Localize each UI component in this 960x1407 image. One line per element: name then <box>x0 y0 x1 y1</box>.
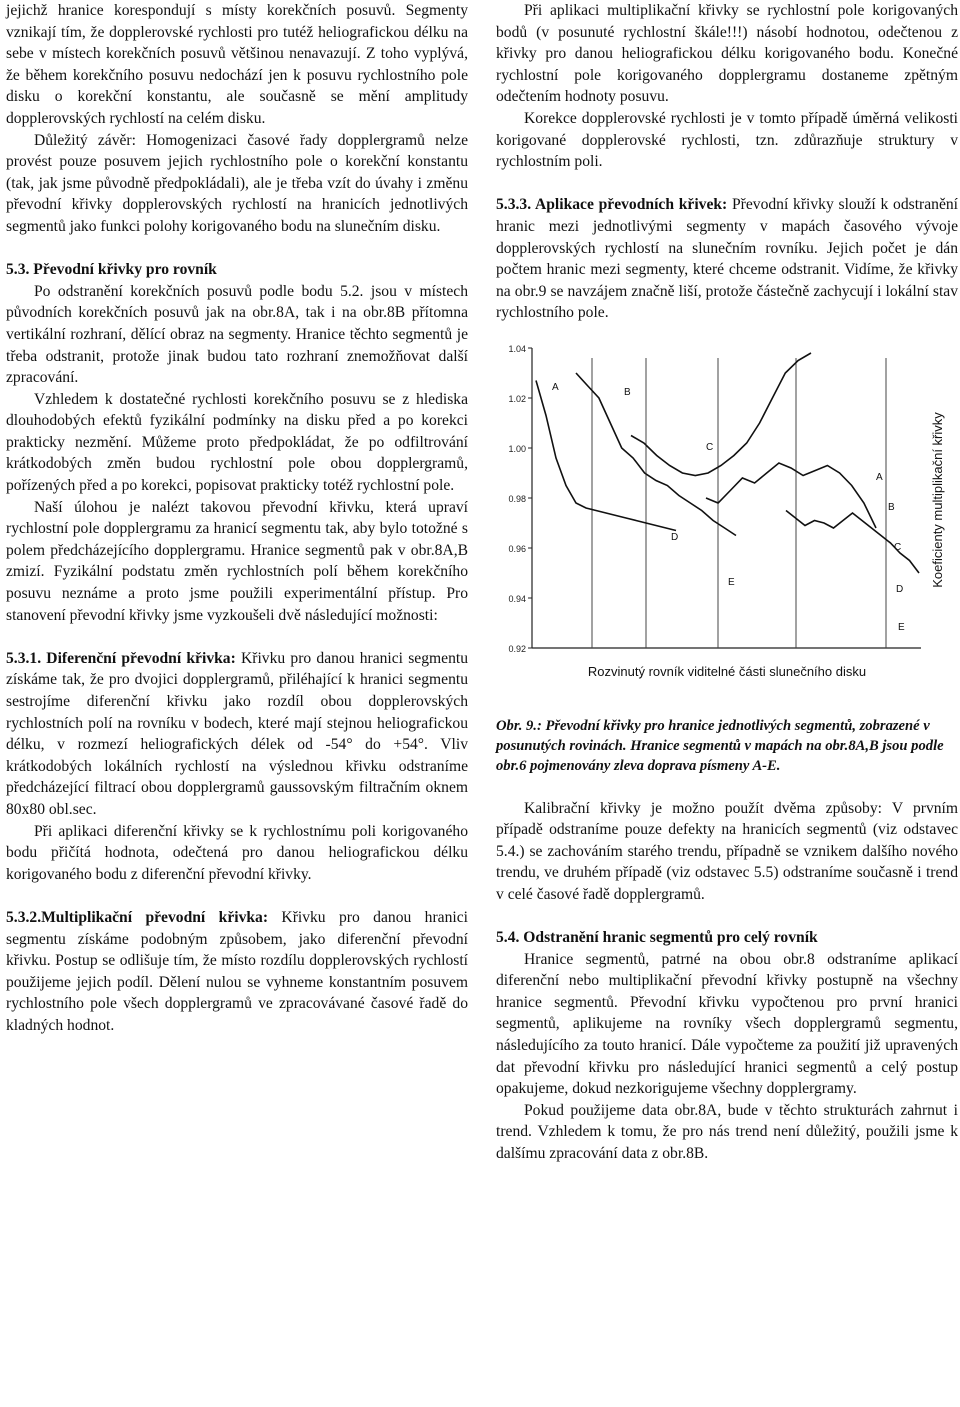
chart-series-end-label: B <box>888 501 895 513</box>
figure-caption: Obr. 9.: Převodní křivky pro hranice jednotlivých segmentů, zobrazené v posunutých rovinách. Hranice segmentů v mapách na obr.8A,B jsou podle obr.6 pojmenovány zleva doprava písmeny A-E. <box>496 717 944 774</box>
left-column <box>6 0 468 1037</box>
chart-axes <box>532 348 921 648</box>
paragraph: Kalibrační křivky je možno použít dvěma způsoby: V prvním případě odstraníme pouze defekty na hranicích segmentů (viz odstavec 5.4.) se zachováním starého trendu, případně se vznikem dalšího nového trendu, ve druhém případě (viz odstavec 5.5) odstraníme současně i trend v celé časové řadě dopplergramů. <box>496 799 958 903</box>
chart-series-label: E <box>728 576 735 588</box>
subsection-heading-5-3-2: 5.3.2.Multiplikační převodní křivka: <box>6 908 269 926</box>
chart-series-label: D <box>671 531 679 543</box>
chart-figure-9 <box>496 330 958 690</box>
paragraph: Hranice segmentů, patrné na obou obr.8 odstraníme aplikací diferenční nebo multiplikační převodní křivky postupně na všechny hranice segmentů. Převodní křivku vypočtenou pro první hranici segmentů, aplikujeme na rovníky všech dopplergramů segmentu, následujícího za touto hranicí. Dále vypočteme za použití již upravených dat převodní křivku pro následující hranici segmentů a celý postup opakujeme, dokud nezkorigujeme všechny dopplergramy. <box>496 950 958 1098</box>
chart-series-label: B <box>624 386 631 398</box>
section-heading-5-3: 5.3. Převodní křivky pro rovník <box>6 261 217 279</box>
chart-series-label: C <box>706 441 714 453</box>
section-heading-5-4: 5.4. Odstranění hranic segmentů pro celý rovník <box>496 929 818 947</box>
chart-ytick-label: 1.04 <box>508 343 526 354</box>
paragraph: Při aplikaci multiplikační křivky se rychlostní pole korigovaných bodů (v posunuté rychlostní škále!!!) násobí hodnotou, odečtenou z křivky pro danou heliografickou délku korigovaného bodu. Konečné rychlostní pole korigovaného dopplergramu dostaneme zpětným odečtením hodnoty posuvu. <box>496 2 958 106</box>
paragraph-text: Křivku pro danou hranici segmentu získáme podobným způsobem, jako diferenční převodní křivku. Postup se odlišuje tím, že místo rozdílu dopplerovských rychlostí použijeme jejich podíl. Dělení nulou se vyhneme konstantním posuvem rychlostního pole všech dopplergramů ve zpracovávané časové řadě do kladných hodnot. <box>6 908 468 1034</box>
paragraph <box>6 907 468 1037</box>
chart-xlabel: Rozvinutý rovník viditelné části slunečního disku <box>587 663 867 679</box>
paragraph: Pokud použijeme data obr.8A, bude v těchto strukturách zahrnut i trend. Vzhledem k tomu, že pro nás trend není důležitý, použili jsme k dalšímu zpracování data z obr.8B. <box>496 1101 958 1162</box>
figure-9 <box>496 330 958 690</box>
chart-series-C <box>631 353 811 476</box>
paragraph: Vzhledem k dostatečné rychlosti korekčního posuvu se z hlediska dlouhodobých efektů fyzikální podmínky na disku před a po korekci prakticky nezmění. Můžeme proto předpokládat, že po odfiltrování krátkodobých změn budou rychlostní pole obou dopplergramů, pořízených před a po korekci, popisovat prakticky totéž rychlostní pole. <box>6 390 468 495</box>
paragraph-text: Křivku pro danou hranici segmentu získáme tak, že pro dvojici dopplergramů, přiléhající k hranici segmentu sestrojíme diferenční křivku jako rozdíl obou dopplerovských rychlostních polí na rovníku v bodech, které mají stejnou heliografickou délku, v rozmezí heliografických délek od -54° do +54°. Vliv krátkodobých lokálních rychlostí na výslednou křivku odstraníme předcházející filtrací obou dopplergramů gaussovským filtračním oknem 80x80 obl.sec. <box>6 649 468 818</box>
chart-ytick-label: 1.02 <box>508 393 526 404</box>
chart-series-label: A <box>552 381 559 393</box>
chart-series-D <box>706 463 876 528</box>
chart-ytick-label: 0.92 <box>508 643 526 654</box>
chart-ytick-label: 0.94 <box>508 593 526 604</box>
right-column <box>496 0 958 1165</box>
chart-yticks <box>508 344 532 654</box>
paragraph <box>496 194 958 324</box>
paragraph: Korekce dopplerovské rychlosti je v tomto případě úměrná velikosti korigované dopplerovské rychlosti, tzn. zdůrazňuje struktury v rychlostním poli. <box>496 109 958 171</box>
chart-series-end-label: D <box>896 583 904 595</box>
chart-series-end-label: A <box>876 471 883 483</box>
chart-segment-letters <box>552 382 905 633</box>
subsection-heading-5-3-3: 5.3.3. Aplikace převodních křivek: <box>496 196 728 214</box>
chart-series-end-label: C <box>894 541 902 553</box>
chart-ytick-label: 1.00 <box>508 443 526 454</box>
paragraph: jejichž hranice korespondují s místy korekčních posuvů. Segmenty vznikají tím, že dopplerovské rychlosti pro tutéž heliografickou délku na sebe v místech korekčních posuvů většinou nenavazují. Z toho vyplývá, že během korekčního posuvu nedochází jen k posuvu rychlostního pole disku o korekční konstantu, ale současně se mění amplitudy dopplerovských rychlostí na celém disku. <box>6 2 468 127</box>
paragraph <box>6 648 468 821</box>
paragraph: Po odstranění korekčních posuvů podle bodu 5.2. jsou v místech původních korekčních posuvů jak na obr.8A, tak i na obr.8B přítomna vertikální rozhraní, dělící obraz na segmenty. Hranice těchto segmentů je třeba odstranit, protože jinak budou tato rozhraní znemožňovat další zpracování. <box>6 282 468 387</box>
paragraph: Naší úlohou je nalézt takovou převodní křivku, která upraví rychlostní pole dopplergramu za hranicí segmentu tak, aby bylo totožné s polem předcházejícího dopplergramu. Hranice segmentů pak v obr.8A,B zmizí. Fyzikální podstatu změn rychlostních polí během korekčního posuvu neznáme a proto jsme použili experimentální přístup. Pro stanovení převodní křivky jsme vyzkoušeli dvě následující možnosti: <box>6 498 468 624</box>
chart-lines <box>536 353 919 573</box>
paragraph: Důležitý závěr: Homogenizaci časové řady dopplergramů nelze provést pouze posuvem jejich rychlostního pole o korekční konstantu (tak, jak jsme původně předpokládali), ale je třeba vzít do úvahy i změnu převodní křivky dopplerovských rychlostí na hranicích jednotlivých segmentů jako funkci polohy korigovaného bodu na slunečním disku. <box>6 131 468 235</box>
chart-ytick-label: 0.98 <box>508 493 526 504</box>
chart-ylabel: Koeficienty multiplikační křivky <box>930 412 945 588</box>
paragraph-text: Převodní křivky slouží k odstranění hranic mezi jednotlivými segmenty v mapách časového vývoje dopplerovských rychlostí na slunečním rovníku. Jejich počet je dán počtem hranic mezi segmenty, které chceme odstranit. Vidíme, že křivky na obr.9 se navzájem značně liší, protože částečně zachycují i lokální stav rychlostního pole. <box>496 196 958 322</box>
chart-series-A <box>536 380 676 530</box>
subsection-heading-5-3-1: 5.3.1. Diferenční převodní křivka: <box>6 649 236 667</box>
paragraph: Při aplikaci diferenční křivky se k rychlostnímu poli korigovaného bodu přičítá hodnota, odečtená pro danou heliografickou délku korigovaného bodu z diferenční převodní křivky. <box>6 822 468 883</box>
chart-series-end-label: E <box>898 621 905 633</box>
chart-ytick-label: 0.96 <box>508 543 526 554</box>
